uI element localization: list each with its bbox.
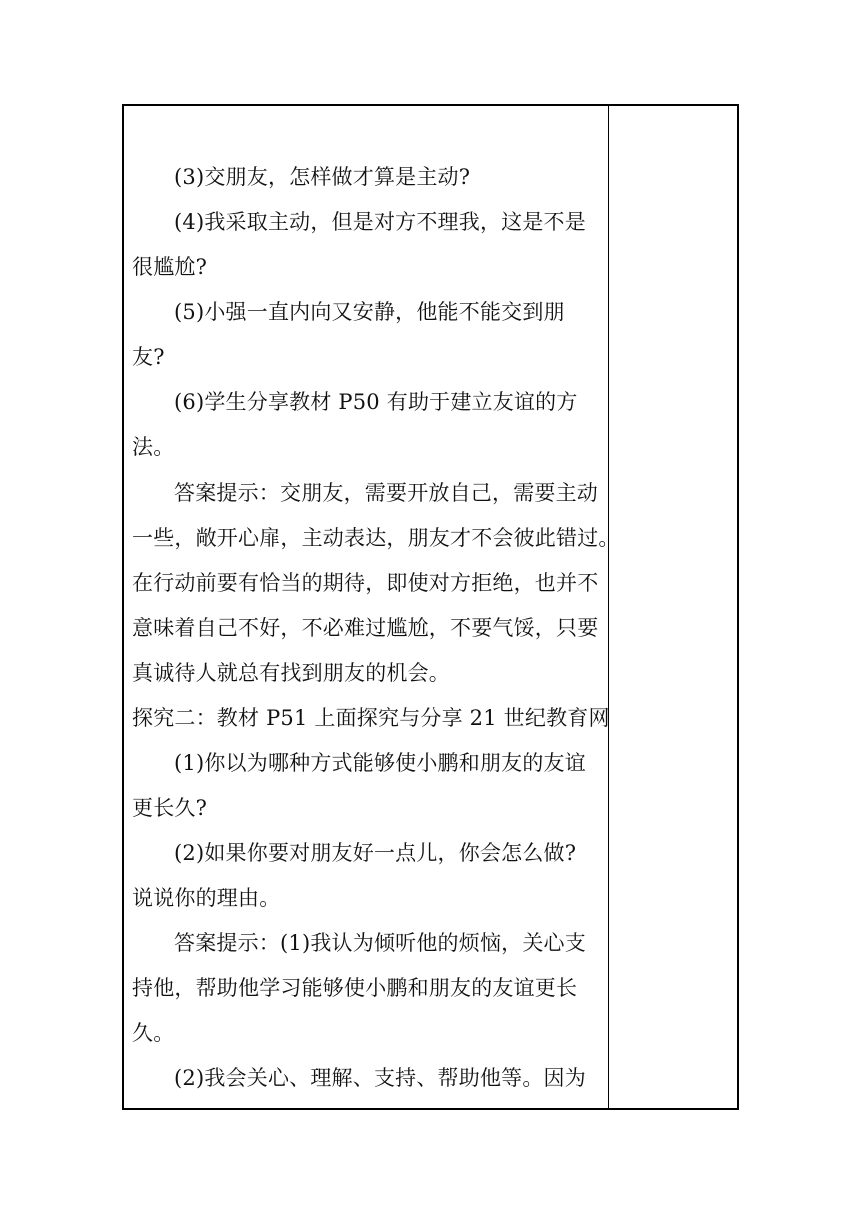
text-line: 很尴尬? <box>132 255 208 279</box>
text-line: (6)学生分享教材 P50 有助于建立友谊的方 <box>174 390 578 414</box>
text-line: 真诚待人就总有找到朋友的机会。 <box>132 661 450 685</box>
text-line: 久。 <box>132 1021 175 1045</box>
text-line: 意味着自己不好，不必难过尴尬，不要气馁，只要 <box>132 616 599 640</box>
text-line: 友? <box>132 345 165 369</box>
text-line: (1)你以为哪种方式能够使小鹏和朋友的友谊 <box>174 751 586 775</box>
text-line: 更长久? <box>132 796 208 820</box>
text-line: 答案提示：交朋友，需要开放自己，需要主动 <box>174 481 598 505</box>
text-line: (4)我采取主动，但是对方不理我，这是不是 <box>174 210 586 234</box>
content-table <box>122 104 739 1110</box>
main-text-cell <box>124 106 620 1108</box>
text-line: 持他，帮助他学习能够使小鹏和朋友的友谊更长 <box>132 976 578 1000</box>
text-line: (2)我会关心、理解、支持、帮助他等。因为 <box>174 1066 586 1090</box>
text-line: 说说你的理由。 <box>132 886 281 910</box>
text-line: (3)交朋友，怎样做才算是主动? <box>174 165 471 189</box>
text-line: (2)如果你要对朋友好一点儿，你会怎么做? <box>174 841 577 865</box>
text-line: 法。 <box>132 435 175 459</box>
text-line: 在行动前要有恰当的期待，即使对方拒绝，也并不 <box>132 571 599 595</box>
text-line: 一些，敞开心扉，主动表达，朋友才不会彼此错过。 <box>132 526 620 550</box>
text-line: (5)小强一直内向又安静，他能不能交到朋 <box>174 300 565 324</box>
text-line: 答案提示：(1)我认为倾听他的烦恼，关心支 <box>174 931 586 955</box>
notes-cell <box>609 106 737 1108</box>
section-heading: 探究二：教材 P51 上面探究与分享 21 世纪教育网 <box>132 706 610 730</box>
